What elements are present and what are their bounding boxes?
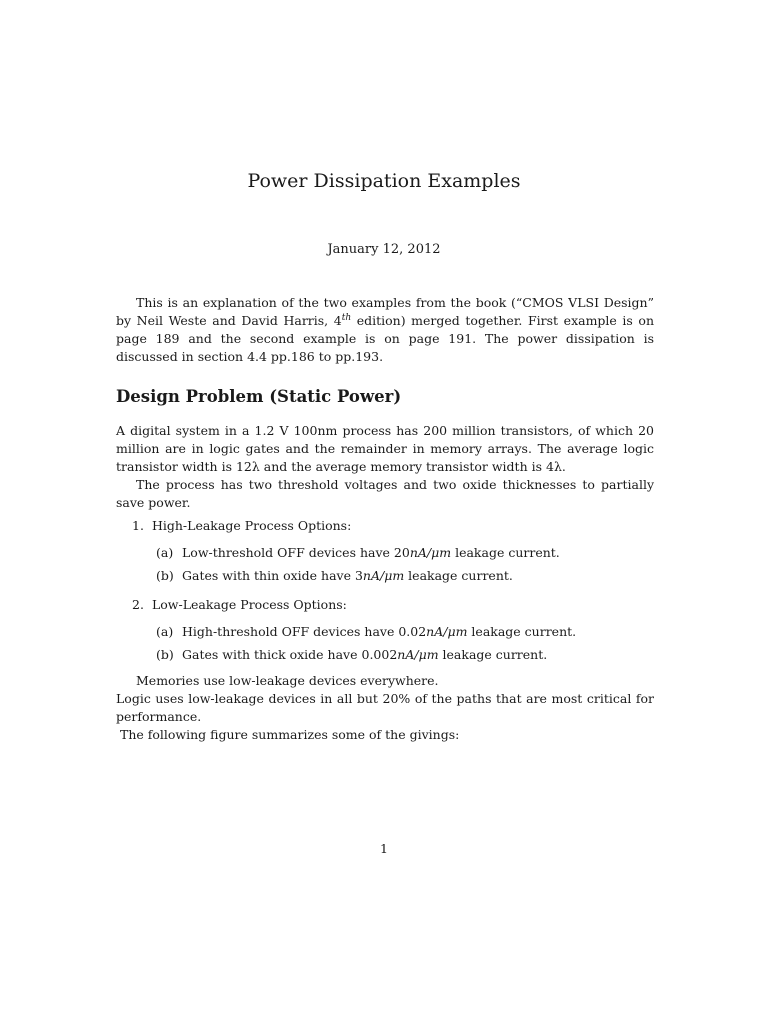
closing-paragraph [116,672,654,744]
subitem-text-end: leakage current. [438,647,548,662]
list-subitem [156,567,576,585]
intro-text-part2: edition) merged together. First example is on page 189 and the second example is on page 191. The power dissipation is discussed in section 4.4 pp.186 to pp.193. [116,313,654,364]
subitem-text: Gates with thin oxide have 3 [182,568,363,583]
problem-statement [116,422,654,512]
list-subitem [156,623,576,641]
subitem-text-end: leakage current. [404,568,513,583]
list-item-low-leakage [132,596,576,614]
problem-paragraph-2: The process has two threshold voltages and two oxide thicknesses to partially save power. [116,477,654,510]
high-leakage-sublist [156,544,576,585]
unit-math: nA/μm [409,545,452,560]
section-heading: Design Problem (Static Power) [116,387,402,406]
intro-paragraph [116,294,654,366]
document-title: Power Dissipation Examples [247,170,521,192]
document-date: January 12, 2012 [327,242,441,257]
sub-letter: (a) [156,545,174,560]
subitem-text: Low-threshold OFF devices have 20 [182,545,410,560]
subitem-text-end: leakage current. [451,545,560,560]
subitem-text: High-threshold OFF devices have 0.02 [182,624,427,639]
list-number: 2. [132,597,144,612]
unit-math: nA/μm [426,624,468,639]
list-item-label: Low-Leakage Process Options: [151,597,347,612]
list-subitem [156,646,576,664]
list-item-label: High-Leakage Process Options: [151,518,352,533]
closing-line-1: Memories use low-leakage devices everywhere. [136,673,439,688]
sub-letter: (b) [156,568,174,583]
closing-line-3: The following figure summarizes some of the givings: [120,727,460,742]
subitem-text-end: leakage current. [467,624,577,639]
edition-superscript: th [341,312,352,323]
intro-text-part1: This is an explanation of the two examples from the book (“CMOS VLSI Design” by Neil Weste and David Harris, 4 [116,295,654,328]
sub-letter: (b) [156,647,174,662]
list-number: 1. [132,518,144,533]
page-number: 1 [380,841,388,856]
sub-letter: (a) [156,624,174,639]
list-item-high-leakage [132,517,576,535]
unit-math: nA/μm [362,568,405,583]
process-options-list [132,517,576,669]
list-subitem [156,544,576,562]
closing-line-2: Logic uses low-leakage devices in all but 20% of the paths that are most critical for performance. [116,691,654,724]
low-leakage-sublist [156,623,576,664]
problem-paragraph-1: A digital system in a 1.2 V 100nm process has 200 million transistors, of which 20 million are in logic gates and the remainder in memory arrays. The average logic transistor width is 12λ and the average memory transistor width is 4λ. [116,423,654,474]
subitem-text: Gates with thick oxide have 0.002 [182,647,398,662]
unit-math: nA/μm [397,647,439,662]
